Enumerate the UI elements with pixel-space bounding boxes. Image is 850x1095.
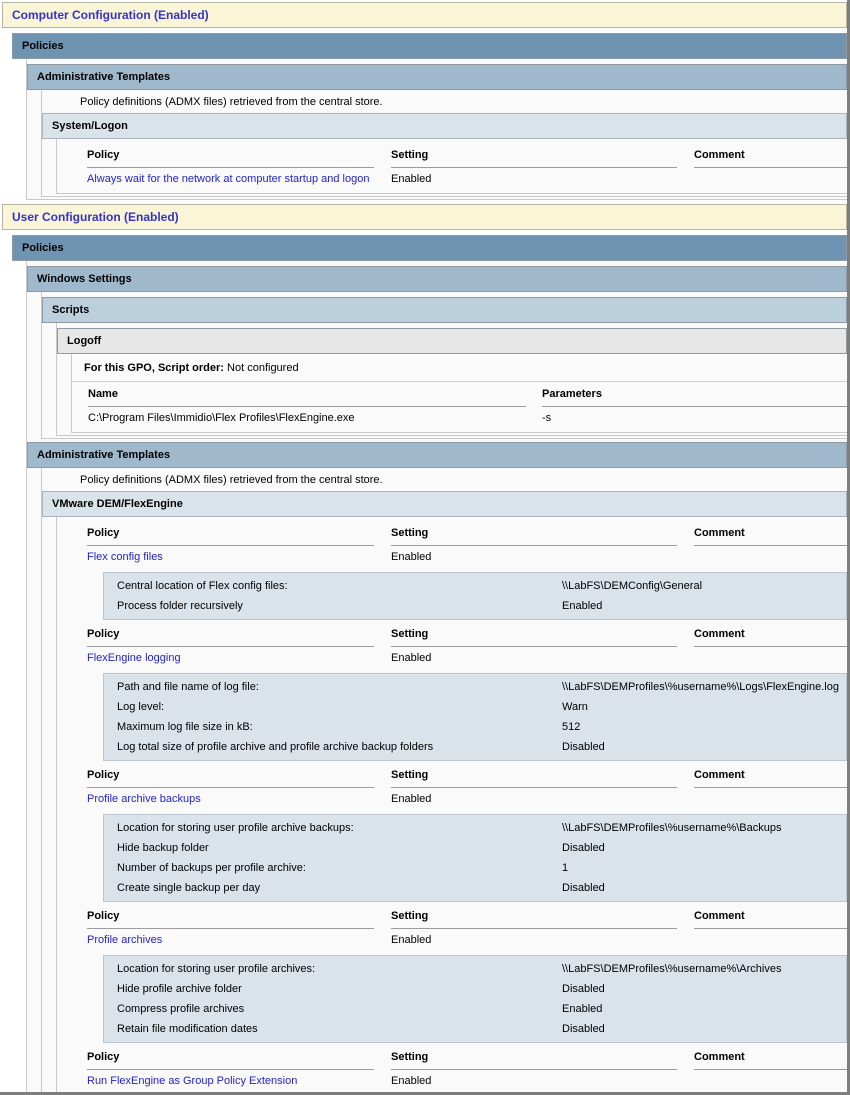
policy-comment: [694, 651, 847, 666]
column-header-comment: Comment: [694, 148, 847, 168]
computer-admin-templates-body: [41, 90, 847, 197]
policy-link[interactable]: Profile archives: [87, 934, 163, 946]
policy-details-box: [103, 673, 847, 761]
scripts-body: [56, 323, 847, 436]
admx-note: Policy definitions (ADMX files) retrieved from the central store.: [80, 474, 383, 486]
policy-table: [87, 526, 847, 1093]
detail-row: [104, 677, 846, 697]
policy-table-header: [87, 526, 847, 546]
detail-label: Process folder recursively: [117, 600, 243, 612]
column-header-name: Name: [88, 387, 526, 407]
table-row: [87, 929, 847, 952]
script-name: C:\Program Files\Immidio\Flex Profiles\FlexEngine.exe: [88, 412, 355, 424]
column-header-policy: Policy: [87, 148, 374, 168]
detail-label: Location for storing user profile archive backups:: [117, 822, 354, 834]
policy-link[interactable]: Flex config files: [87, 551, 163, 563]
policy-comment: [694, 792, 847, 807]
detail-label: Create single backup per day: [117, 882, 261, 894]
detail-row: [104, 1019, 846, 1039]
admx-note: Policy definitions (ADMX files) retrieved from the central store.: [80, 96, 383, 108]
policy-table-header: [87, 627, 847, 647]
policy-setting: Enabled: [391, 793, 432, 805]
detail-label: Location for storing user profile archives:: [117, 963, 316, 975]
logoff-body: [71, 354, 847, 433]
detail-value: Disabled: [562, 842, 605, 854]
detail-row: [104, 717, 846, 737]
script-parameters: -s: [542, 412, 552, 424]
detail-label: Number of backups per profile archive:: [117, 862, 306, 874]
detail-value: \\LabFS\DEMProfiles\%username%\Archives: [562, 963, 782, 975]
detail-row: [104, 979, 846, 999]
scripts-table: [88, 387, 847, 430]
detail-label: Central location of Flex config files:: [117, 580, 288, 592]
header-computer-admin-templates[interactable]: Administrative Templates: [27, 64, 847, 90]
column-header-policy: Policy: [87, 768, 374, 788]
detail-value: Warn: [562, 701, 588, 713]
policy-table-header: [87, 1050, 847, 1070]
detail-label: Maximum log file size in kB:: [117, 721, 253, 733]
table-row: [87, 647, 847, 670]
detail-value: \\LabFS\DEMProfiles\%username%\Backups: [562, 822, 782, 834]
policy-setting: Enabled: [391, 1075, 432, 1087]
column-header-setting: Setting: [391, 627, 677, 647]
policy-comment: [694, 1074, 847, 1089]
user-admin-templates-body: [41, 468, 847, 1095]
header-scripts[interactable]: Scripts: [42, 297, 847, 323]
policy-link[interactable]: Run FlexEngine as Group Policy Extension: [87, 1075, 298, 1087]
detail-label: Retain file modification dates: [117, 1023, 258, 1035]
column-header-setting: Setting: [391, 526, 677, 546]
policy-link[interactable]: Profile archive backups: [87, 793, 201, 805]
computer-policies-body: [26, 59, 847, 200]
header-user-admin-templates[interactable]: Administrative Templates: [27, 442, 847, 468]
column-header-comment: Comment: [694, 526, 847, 546]
user-section: [12, 235, 847, 1095]
detail-row: [104, 878, 846, 898]
column-header-policy: Policy: [87, 1050, 374, 1070]
table-row: [88, 407, 847, 430]
column-header-setting: Setting: [391, 148, 677, 168]
policy-table: [87, 148, 847, 191]
policy-table-header: [87, 768, 847, 788]
detail-label: Path and file name of log file:: [117, 681, 259, 693]
column-header-setting: Setting: [391, 909, 677, 929]
policy-link[interactable]: FlexEngine logging: [87, 652, 181, 664]
header-windows-settings[interactable]: Windows Settings: [27, 266, 847, 292]
column-header-policy: Policy: [87, 627, 374, 647]
detail-value: Disabled: [562, 1023, 605, 1035]
detail-row: [104, 999, 846, 1019]
detail-value: Enabled: [562, 600, 603, 612]
policy-setting: Enabled: [391, 551, 432, 563]
policy-comment: [694, 172, 847, 187]
column-header-policy: Policy: [87, 909, 374, 929]
script-order-line: [72, 361, 847, 382]
column-header-comment: Comment: [694, 768, 847, 788]
policy-link[interactable]: Always wait for the network at computer startup and logon: [87, 173, 370, 185]
header-computer-policies[interactable]: Policies: [12, 33, 847, 59]
computer-section: [12, 33, 847, 200]
column-header-comment: Comment: [694, 627, 847, 647]
header-logoff[interactable]: Logoff: [57, 328, 847, 354]
table-row: [87, 546, 847, 569]
script-order-value: Not configured: [227, 362, 299, 374]
table-row: [87, 1070, 847, 1093]
policy-table-header: [87, 148, 847, 168]
table-row: [87, 788, 847, 811]
vmware-dem-body: [56, 517, 847, 1095]
column-header-comment: Comment: [694, 1050, 847, 1070]
detail-row: [104, 959, 846, 979]
section-header-computer-configuration[interactable]: Computer Configuration (Enabled): [2, 2, 847, 28]
detail-row: [104, 737, 846, 757]
policy-setting: Enabled: [391, 652, 432, 664]
column-header-parameters: Parameters: [542, 387, 847, 407]
column-header-comment: Comment: [694, 909, 847, 929]
detail-label: Hide backup folder: [117, 842, 209, 854]
header-user-policies[interactable]: Policies: [12, 235, 847, 261]
column-header-setting: Setting: [391, 768, 677, 788]
detail-row: [104, 576, 846, 596]
detail-row: [104, 838, 846, 858]
policy-details-box: [103, 955, 847, 1043]
policy-details-box: [103, 572, 847, 620]
windows-settings-body: [41, 292, 847, 439]
header-category-vmware-dem[interactable]: VMware DEM/FlexEngine: [42, 491, 847, 517]
detail-row: [104, 697, 846, 717]
user-policies-body: [26, 261, 847, 1095]
policy-setting: Enabled: [391, 173, 432, 185]
column-header-policy: Policy: [87, 526, 374, 546]
system-logon-body: [56, 139, 847, 194]
detail-row: [104, 858, 846, 878]
policy-comment: [694, 550, 847, 565]
detail-label: Compress profile archives: [117, 1003, 245, 1015]
scripts-table-header: [88, 387, 847, 407]
detail-value: \\LabFS\DEMConfig\General: [562, 580, 703, 592]
header-category-system-logon[interactable]: System/Logon: [42, 113, 847, 139]
detail-value: Disabled: [562, 983, 605, 995]
policy-details-box: [103, 814, 847, 902]
section-header-user-configuration[interactable]: User Configuration (Enabled): [2, 204, 847, 230]
policy-comment: [694, 933, 847, 948]
detail-value: Disabled: [562, 882, 605, 894]
detail-label: Log level:: [117, 701, 165, 713]
detail-value: Disabled: [562, 741, 605, 753]
policy-setting: Enabled: [391, 934, 432, 946]
detail-value: \\LabFS\DEMProfiles\%username%\Logs\FlexEngine.log: [562, 681, 839, 693]
table-row: [87, 168, 847, 191]
detail-row: [104, 818, 846, 838]
column-header-setting: Setting: [391, 1050, 677, 1070]
detail-value: 512: [562, 721, 581, 733]
detail-row: [104, 596, 846, 616]
detail-value: Enabled: [562, 1003, 603, 1015]
script-order-label: For this GPO, Script order:: [84, 362, 224, 374]
detail-label: Log total size of profile archive and profile archive backup folders: [117, 741, 434, 753]
policy-table-header: [87, 909, 847, 929]
detail-label: Hide profile archive folder: [117, 983, 242, 995]
detail-value: 1: [562, 862, 569, 874]
